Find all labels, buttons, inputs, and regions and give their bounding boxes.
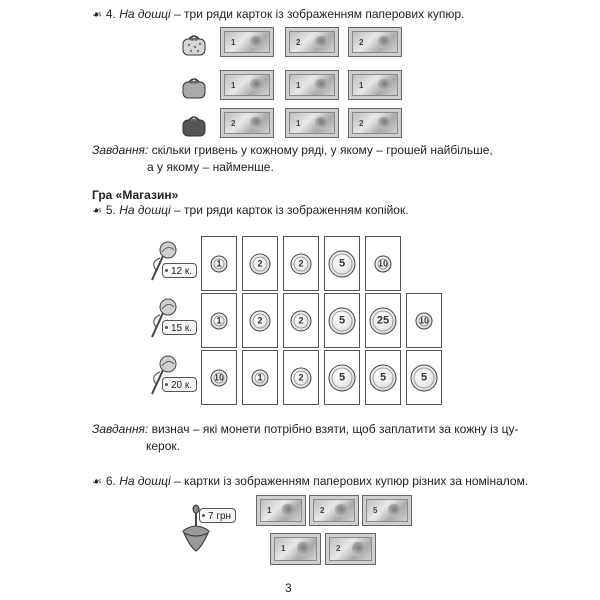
banknote-card: 1 [270, 533, 321, 565]
leaf-bullet-icon: ☙ [92, 476, 102, 488]
banknote-card: 1 [285, 108, 339, 138]
banknote-card: 1 [348, 70, 402, 100]
task5-text: – три ряди карток із зображенням копійок. [170, 203, 409, 217]
leaf-bullet-icon: ☙ [92, 9, 102, 21]
banknote-card: 1 [220, 27, 274, 57]
banknote-card: 2 [220, 108, 274, 138]
coin-card [283, 236, 319, 291]
price-tag: 12 к. [162, 263, 197, 278]
coin-icon: 2 [291, 253, 312, 274]
coin-icon: 5 [329, 307, 356, 334]
coin-card [201, 236, 237, 291]
banknote-card: 2 [285, 27, 339, 57]
coin-icon: 25 [370, 307, 397, 334]
banknote-card: 2 [309, 495, 359, 526]
task4-heading: ☙ 4. На дошці – три ряди карток із зображенням паперових купюр. [92, 7, 465, 21]
coin-icon: 2 [250, 253, 271, 274]
coin-icon: 5 [329, 250, 356, 277]
task6-heading: ☙ 6. На дошці – картки із зображенням паперових купюр різних за номіналом. [92, 474, 529, 488]
coin-icon: 10 [211, 369, 228, 386]
coin-card [324, 236, 360, 291]
coin-card [406, 350, 442, 405]
purse-dotted-icon [181, 33, 207, 57]
assignment-label: Завдання: [92, 422, 149, 436]
leaf-bullet-icon: ☙ [92, 205, 102, 217]
coin-card [283, 350, 319, 405]
assignment-line1: визнач – які монети потрібно взяти, щоб заплатити за кожну із цу- [151, 422, 519, 436]
coin-card [365, 236, 401, 291]
coin-card [242, 236, 278, 291]
coin-card [242, 350, 278, 405]
coin-icon: 1 [211, 255, 228, 272]
price-tag: 20 к. [162, 377, 197, 392]
banknote-card: 2 [348, 108, 402, 138]
task6-text: – картки із зображенням паперових купюр різних за номіналом. [170, 474, 529, 488]
task5-assignment-line2: керок. [146, 439, 180, 453]
coin-card [201, 293, 237, 348]
task5-assignment [92, 421, 519, 437]
coin-icon: 5 [411, 364, 438, 391]
coin-icon: 2 [291, 310, 312, 331]
coin-icon: 10 [416, 312, 433, 329]
coin-icon: 2 [291, 367, 312, 388]
price-tag: 15 к. [162, 320, 197, 335]
coin-icon: 5 [329, 364, 356, 391]
coin-icon: 5 [370, 364, 397, 391]
purse-dark-icon [181, 114, 207, 138]
purse-plain-icon [181, 76, 207, 100]
coin-card [324, 350, 360, 405]
coin-card [242, 293, 278, 348]
banknote-card: 2 [325, 533, 376, 565]
assignment-label: Завдання: [92, 143, 149, 157]
task5-heading: ☙ 5. На дошці – три ряди карток із зображенням копійок. [92, 203, 409, 217]
coin-card [324, 293, 360, 348]
task4-text: – три ряди карток із зображенням паперових купюр. [170, 7, 465, 21]
coin-card [365, 350, 401, 405]
coin-card [283, 293, 319, 348]
banknote-card: 1 [256, 495, 306, 526]
banknote-card: 5 [362, 495, 412, 526]
banknote-card: 2 [348, 27, 402, 57]
coin-card [201, 350, 237, 405]
board-label: На дошці [119, 203, 171, 217]
coin-icon: 2 [250, 310, 271, 331]
page-number: 3 [285, 581, 292, 595]
board-label: На дошці [119, 474, 171, 488]
banknote-card: 1 [220, 70, 274, 100]
task4-assignment-line2: а у якому – найменше. [147, 160, 274, 174]
coin-card [365, 293, 401, 348]
task4-assignment [92, 142, 493, 158]
coin-icon: 10 [375, 255, 392, 272]
coin-icon: 1 [252, 369, 269, 386]
price-tag-7uah: 7 грн [199, 508, 236, 523]
game-title: Гра «Магазин» [92, 188, 179, 202]
coin-icon: 1 [211, 312, 228, 329]
board-label: На дошці [119, 7, 171, 21]
assignment-line1: скільки гривень у кожному ряді, у якому – грошей найбільше, [151, 143, 493, 157]
banknote-card: 1 [285, 70, 339, 100]
coin-card [406, 293, 442, 348]
